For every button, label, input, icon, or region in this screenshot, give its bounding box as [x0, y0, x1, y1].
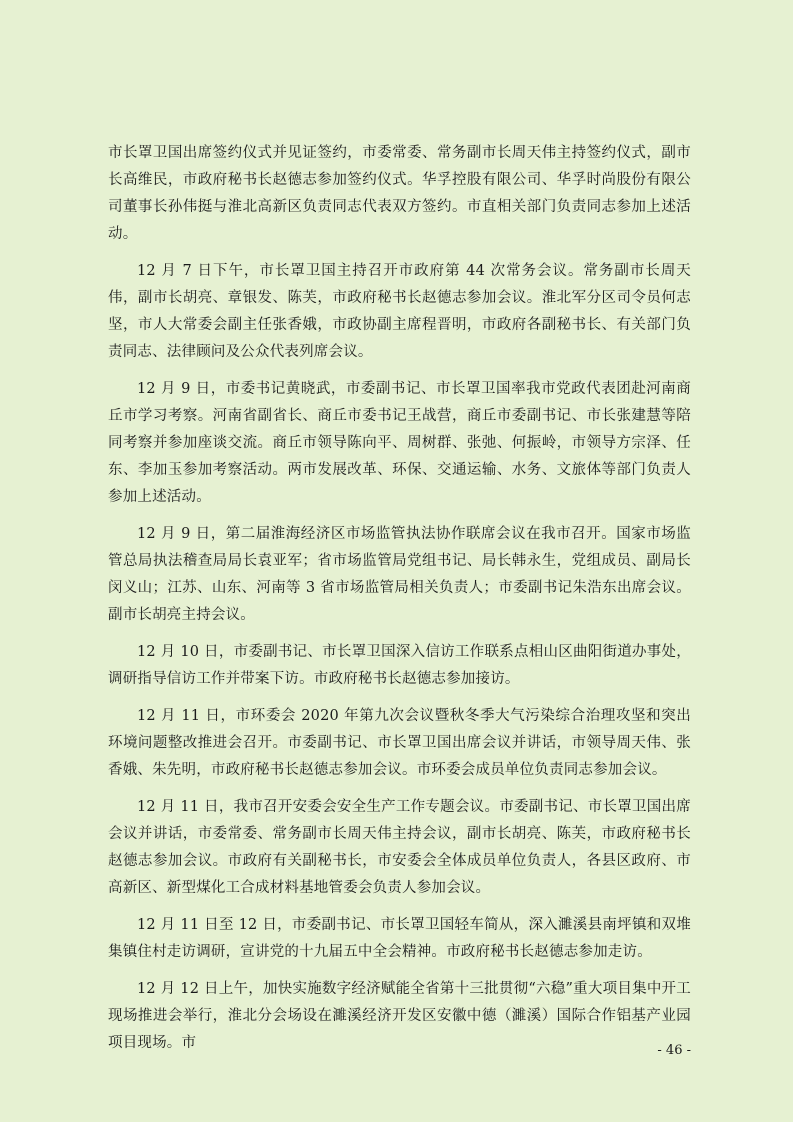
paragraph-environment-meeting: 12 月 11 日，市环委会 2020 年第九次会议暨秋冬季大气污染综合治理攻坚和突出环境问题整改推进会召开。市委副书记、市长罩卫国出席会议并讲话，市领导周天伟、张香娥、朱先明，市政府秘书长赵德志参加会议。市环委会成员单位负责同志参加会议。 — [108, 708, 691, 778]
paragraph-project-launch: 12 月 12 日上午，加快实施数字经济赋能全省第十三批贯彻“六稳”重大项目集中开工现场推进会举行，淮北分会场设在濉溪经济开发区安徽中德（濉溪）国际合作铝基产业园项目现场。市 — [108, 981, 691, 1051]
document-body — [108, 140, 691, 1067]
paragraph-shangqiu-visit: 12 月 9 日，市委书记黄晓武，市委副书记、市长罩卫国率我市党政代表团赴河南商丘市学习考察。河南省副省长、商丘市委书记王战营，商丘市委副书记、市长张建慧等陪同考察并参加座谈交流。商丘市领导陈向平、周树群、张弛、何振岭，市领导方宗泽、任东、李加玉参加考察活动。两市发展改革、环保、交通运输、水务、文旅体等部门负责人参加上述活动。 — [108, 381, 691, 505]
paragraph-village-visit: 12 月 11 日至 12 日，市委副书记、市长罩卫国轻车简从，深入濉溪县南坪镇和双堆集镇住村走访调研，宣讲党的十九届五中全会精神。市政府秘书长赵德志参加走访。 — [108, 917, 691, 960]
page-number: - 46 - — [657, 1043, 691, 1058]
paragraph-signing-ceremony: 市长罩卫国出席签约仪式并见证签约，市委常委、常务副市长周天伟主持签约仪式，副市长高维民，市政府秘书长赵德志参加签约仪式。华孚控股有限公司、华孚时尚股份有限公司董事长孙伟挺与淮北高新区负责同志代表双方签约。市直相关部门负责同志参加上述活动。 — [108, 145, 691, 242]
paragraph-petition-work: 12 月 10 日，市委副书记、市长罩卫国深入信访工作联系点相山区曲阳街道办事处，调研指导信访工作并带案下访。市政府秘书长赵德志参加接访。 — [108, 644, 691, 687]
paragraph-safety-meeting: 12 月 11 日，我市召开安委会安全生产工作专题会议。市委副书记、市长罩卫国出席会议并讲话，市委常委、常务副市长周天伟主持会议，副市长胡亮、陈芙，市政府秘书长赵德志参加会议。市政府有关副秘书长，市安委会全体成员单位负责人，各县区政府、市高新区、新型煤化工合成材料基地管委会负责人参加会议。 — [108, 799, 691, 896]
paragraph-market-supervision: 12 月 9 日，第二届淮海经济区市场监管执法协作联席会议在我市召开。国家市场监管总局执法稽查局局长袁亚军；省市场监管局党组书记、局长韩永生，党组成员、副局长闵义山；江苏、山东、河南等 3 省市场监管局相关负责人；市委副书记朱浩东出席会议。副市长胡亮主持会议。 — [108, 526, 691, 623]
paragraph-executive-meeting: 12 月 7 日下午，市长罩卫国主持召开市政府第 44 次常务会议。常务副市长周天伟，副市长胡亮、章银发、陈芙，市政府秘书长赵德志参加会议。淮北军分区司令员何志坚，市人大常委会副主任张香娥，市政协副主席程晋明，市政府各副秘书长、有关部门负责同志、法律顾问及公众代表列席会议。 — [108, 263, 691, 360]
